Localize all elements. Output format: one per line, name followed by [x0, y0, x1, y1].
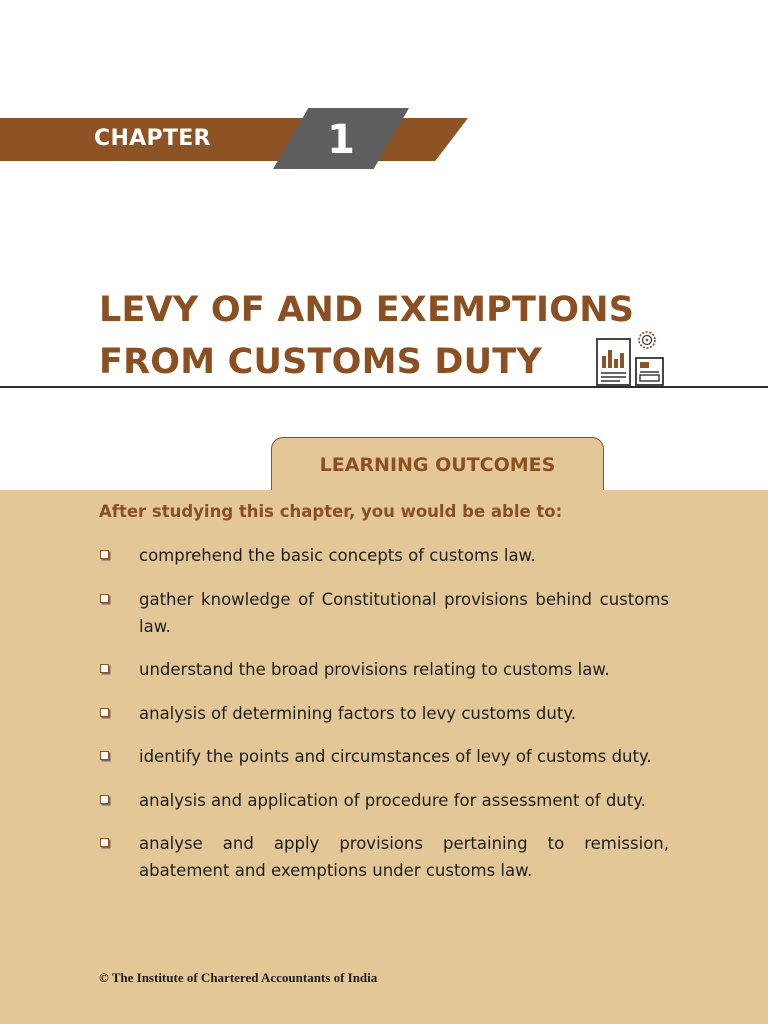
- document-chart-gear-icon: [594, 326, 668, 388]
- checkbox-bullet-icon: [100, 751, 109, 760]
- chart-document-icon: [597, 339, 630, 385]
- gear-icon: [639, 332, 655, 348]
- list-item: [99, 700, 669, 727]
- list-item: [99, 586, 669, 640]
- chapter-number: 1: [327, 117, 355, 163]
- learning-outcomes-heading: LEARNING OUTCOMES: [271, 437, 604, 490]
- footer-copyright: © The Institute of Chartered Accountants of India: [99, 970, 378, 985]
- list-item-text: analyse and apply provisions pertaining to remission, abatement and exemptions under customs law.: [139, 834, 669, 880]
- list-item-text: gather knowledge of Constitutional provisions behind customs law.: [139, 589, 669, 636]
- checkbox-bullet-icon: [100, 594, 109, 603]
- list-item: [99, 542, 669, 569]
- chapter-title-line-2: FROM CUSTOMS DUTY: [99, 342, 542, 382]
- chapter-title-line-1: LEVY OF AND EXEMPTIONS: [99, 290, 635, 330]
- list-item-text: understand the broad provisions relating to customs law.: [139, 660, 610, 679]
- list-item: [99, 787, 669, 814]
- checkbox-bullet-icon: [100, 664, 109, 673]
- list-item-text: comprehend the basic concepts of customs law.: [139, 546, 536, 565]
- list-item: [99, 830, 669, 884]
- list-item: [99, 656, 669, 683]
- checkbox-bullet-icon: [100, 550, 109, 559]
- chapter-title: [99, 284, 635, 388]
- list-item: [99, 743, 669, 770]
- learning-outcomes-list: [99, 542, 669, 901]
- form-document-icon: [636, 358, 663, 385]
- title-divider: [0, 386, 768, 388]
- chapter-label: CHAPTER: [94, 126, 211, 151]
- checkbox-bullet-icon: [100, 708, 109, 717]
- list-item-text: analysis and application of procedure for assessment of duty.: [139, 790, 646, 810]
- list-item-text: analysis of determining factors to levy customs duty.: [139, 703, 576, 723]
- checkbox-bullet-icon: [100, 795, 109, 804]
- list-item-text: identify the points and circumstances of levy of customs duty.: [139, 747, 652, 766]
- checkbox-bullet-icon: [100, 838, 109, 847]
- learning-outcomes-intro: After studying this chapter, you would be able to:: [99, 502, 563, 521]
